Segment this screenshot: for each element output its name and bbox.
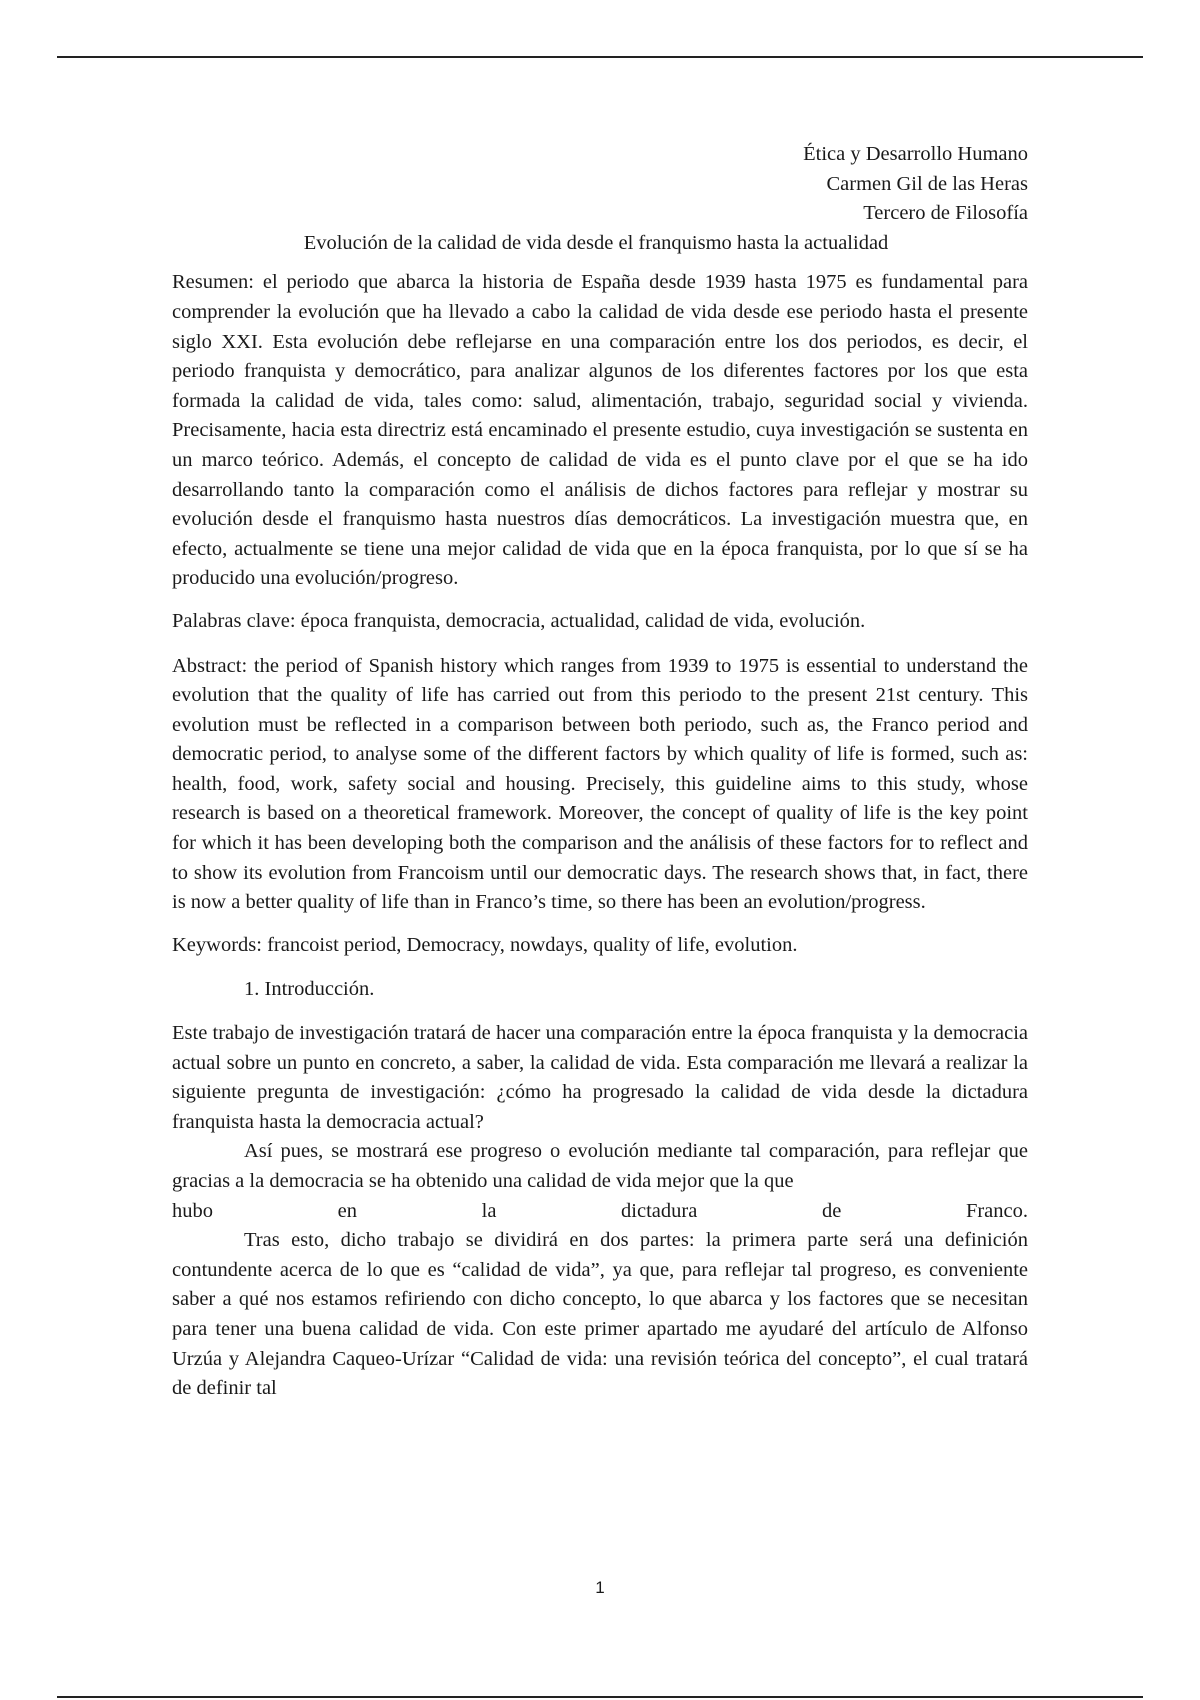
intro-paragraph-3: Tras esto, dicho trabajo se dividirá en dos partes: la primera parte será una definición contundente acerca de lo que es “calidad de vida”, ya que, para reflejar tal progreso, es conveniente saber a qué nos estamos refiriendo con dicho concepto, lo que abarca y los factores que se necesitan para tener una buena calidad de vida. Con este primer apartado me ayudaré del artículo de Alfonso Urzúa y Alejandra Caqueo-Urízar “Calidad de vida: una revisión teórica del concepto”, el cual tratará de definir tal <box>172 1229 1028 1400</box>
section-heading-introduccion: 1. Introducción. <box>244 978 375 1001</box>
page-number: 1 <box>595 1578 605 1597</box>
intro-paragraph-2-last-line: hubo en la dictadura de Franco. <box>172 1199 1028 1222</box>
course-name: Ética y Desarrollo Humano <box>803 143 1028 165</box>
keywords: Keywords: francoist period, Democracy, nowdays, quality of life, evolution. <box>172 933 798 956</box>
top-rule <box>57 56 1143 58</box>
intro-paragraph-1: Este trabajo de investigación tratará de hacer una comparación entre la época franquista y la democracia actual sobre un punto en concreto, a saber, la calidad de vida. Esta comparación me llevará a realizar la siguiente pregunta de investigación: ¿cómo ha progresado la calidad de vida desde la dictadura franquista hasta la democracia actual? <box>172 1022 1028 1133</box>
abstract-paragraph: Abstract: the period of Spanish history which ranges from 1939 to 1975 is essential to understand the evolution that the quality of life has carried out from this periodo to the present 21st century. This evolution must be reflected in a comparison between both periodo, such as, the Franco period and democratic period, to analyse some of the different factors by which quality of life is formed, such as: health, food, work, safety social and housing. Precisely, this guideline aims to this study, whose research is based on a theoretical framework. Moreover, the concept of quality of life is the key point for which it has been developing both the comparison and the análisis of these factors for to reflect and to show its evolution from Francoism until our democratic days. The research shows that, in fact, there is now a better quality of life than in Franco’s time, so there has been an evolution/progress. <box>172 654 1028 914</box>
page-body <box>172 140 1028 1404</box>
bottom-rule <box>57 1696 1143 1698</box>
intro-paragraph-2: Así pues, se mostrará ese progreso o evolución mediante tal comparación, para reflejar que gracias a la democracia se ha obtenido una calidad de vida mejor que la que <box>172 1140 1028 1192</box>
resumen-paragraph: Resumen: el periodo que abarca la historia de España desde 1939 hasta 1975 es fundamental para comprender la evolución que ha llevado a cabo la calidad de vida desde ese periodo hasta el presente siglo XXI. Esta evolución debe reflejarse en una comparación entre los dos periodos, es decir, el periodo franquista y democrático, para analizar algunos de los diferentes factores por los que esta formada la calidad de vida, tales como: salud, alimentación, trabajo, seguridad social y vivienda. Precisamente, hacia esta directriz está encaminado el presente estudio, cuya investigación se sustenta en un marco teórico. Además, el concepto de calidad de vida es el punto clave por el que se ha ido desarrollando tanto la comparación como el análisis de dichos factores para reflejar y mostrar su evolución desde el franquismo hasta nuestros días democráticos. La investigación muestra que, en efecto, actualmente se tiene una mejor calidad de vida que en la época franquista, por lo que sí se ha producido una evolución/progreso. <box>172 271 1028 590</box>
author-name: Carmen Gil de las Heras <box>826 172 1028 195</box>
document-title: Evolución de la calidad de vida desde el franquismo hasta la actualidad <box>303 231 889 254</box>
academic-level: Tercero de Filosofía <box>863 202 1028 225</box>
palabras-clave: Palabras clave: época franquista, democracia, actualidad, calidad de vida, evolución. <box>172 609 866 632</box>
